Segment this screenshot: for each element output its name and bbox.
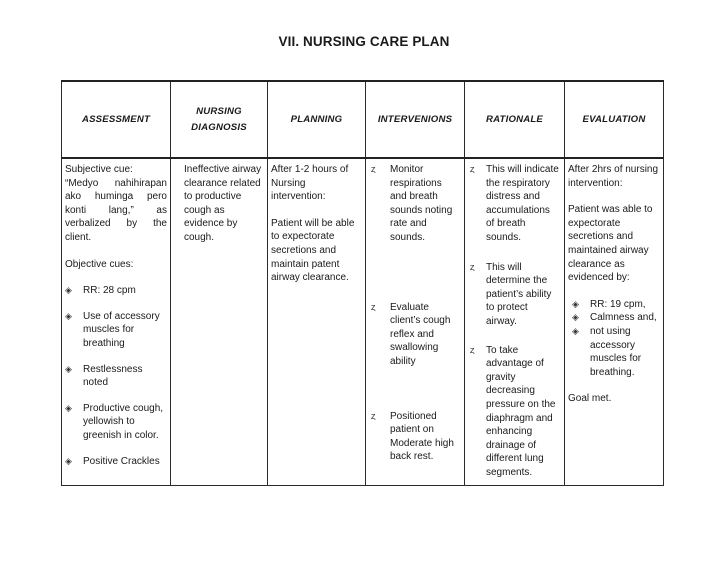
header-nursing-diagnosis	[171, 81, 268, 158]
evaluation-outcome: Patient was able to expectorate secretions and maintained airway clearance as evidenced by:	[568, 204, 653, 284]
planning-timeframe: After 1-2 hours of Nursing intervention:	[271, 164, 349, 203]
header-diagnosis-line1: NURSING	[196, 105, 242, 117]
diamond-bullet-icon: ◈	[572, 312, 579, 323]
interventions-cell	[366, 158, 465, 486]
header-planning: PLANNING	[268, 81, 366, 158]
planning-cell	[268, 158, 366, 486]
evaluation-evidence-item: ◈ RR: 19 cpm,	[568, 298, 660, 312]
header-interventions: INTERVENIONS	[366, 81, 465, 158]
diamond-bullet-icon: ◈	[65, 363, 72, 374]
check-bullet-icon: ȥ	[470, 164, 475, 174]
check-bullet-icon: ȥ	[371, 301, 376, 312]
objective-cue-item: ◈ Use of accessory muscles for breathing	[65, 310, 160, 349]
evaluation-cell	[565, 158, 664, 486]
evaluation-evidence-item: ◈ Calmness and,	[568, 311, 660, 325]
table-header-row	[62, 81, 664, 158]
rationale-cell	[465, 158, 565, 486]
planning-goal: Patient will be able to expectorate secretions and maintain patent airway clearance.	[271, 217, 355, 284]
check-bullet-icon: ȥ	[371, 410, 376, 421]
check-bullet-icon: ȥ	[470, 261, 475, 272]
header-evaluation: EVALUATION	[565, 81, 664, 158]
evaluation-conclusion: Goal met.	[568, 393, 612, 405]
rationale-item: ȥ This will determine the patient’s ability to protect airway.	[470, 261, 552, 327]
objective-cues-label: Objective cues:	[65, 258, 134, 270]
header-assessment: ASSESSMENT	[62, 81, 171, 158]
diamond-bullet-icon: ◈	[65, 285, 72, 296]
assessment-cell	[62, 158, 171, 486]
evaluation-evidence-item: ◈ not using accessory muscles for breathing.	[568, 325, 660, 379]
rationale-item: ȥ This will indicate the respiratory distress and accumulations of breath sounds.	[470, 164, 559, 243]
objective-cue-item: ◈ Positive Crackles	[65, 455, 160, 467]
intervention-item: ȥ Positioned patient on Moderate high back rest.	[371, 410, 454, 463]
check-bullet-icon: ȥ	[371, 164, 376, 174]
document-title: VII. NURSING CARE PLAN	[278, 34, 450, 49]
header-rationale: RATIONALE	[465, 81, 565, 158]
diamond-bullet-icon: ◈	[65, 310, 72, 321]
rationale-item: ȥ To take advantage of gravity decreasing pressure on the diaphragm and enhancing drainage of different lung segments.	[470, 344, 556, 478]
table-row	[62, 158, 664, 486]
evaluation-timeframe: After 2hrs of nursing intervention:	[568, 164, 659, 189]
diagnosis-cell	[171, 158, 268, 486]
objective-cue-item: ◈ RR: 28 cpm	[65, 285, 136, 297]
diamond-bullet-icon: ◈	[65, 402, 72, 413]
header-diagnosis-line2: DIAGNOSIS	[191, 121, 247, 133]
objective-cue-item: ◈ Productive cough, yellowish to greenish in color.	[65, 402, 164, 441]
subjective-cue-quote: “Medyo nahihirapan ako huminga pero konti lang,” as verbalized by the client.	[65, 177, 167, 243]
check-bullet-icon: ȥ	[470, 344, 475, 355]
nursing-care-plan-table	[61, 80, 664, 486]
diamond-bullet-icon: ◈	[65, 455, 72, 466]
intervention-item: ȥ Monitor respirations and breath sounds noting rate and sounds.	[371, 164, 453, 243]
intervention-item: ȥ Evaluate client’s cough reflex and swallowing ability	[371, 301, 451, 367]
diamond-bullet-icon: ◈	[572, 325, 579, 336]
subjective-cue-label: Subjective cue:	[65, 164, 133, 175]
objective-cue-item: ◈ Restlessness noted	[65, 363, 143, 389]
diamond-bullet-icon: ◈	[572, 298, 579, 309]
nursing-diagnosis-text: Ineffective airway clearance related to productive cough as evidence by cough.	[184, 164, 262, 243]
